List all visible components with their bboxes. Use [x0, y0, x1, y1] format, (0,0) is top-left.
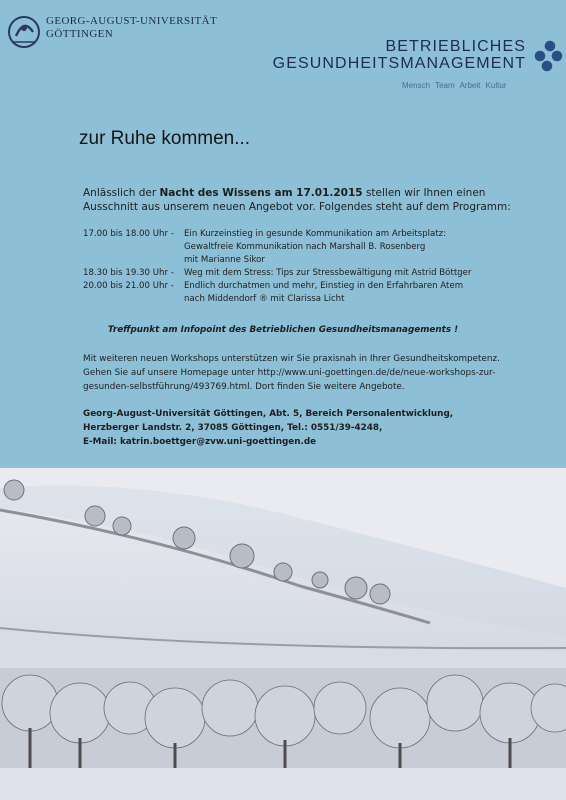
university-name [46, 15, 217, 41]
program-description [184, 267, 471, 280]
headline: zur Ruhe kommen... [79, 128, 251, 149]
program-time: 18.30 bis 19.30 Uhr - [83, 268, 174, 278]
contact-email: E-Mail: katrin.boettger@zvw.uni-goettingen.de [83, 437, 317, 447]
program-description [184, 280, 463, 306]
program-line: mit Marianne Sikor [184, 255, 265, 265]
bgm-title [273, 38, 526, 72]
program-time: 20.00 bis 21.00 Uhr - [83, 281, 174, 291]
contact-block [83, 407, 523, 449]
bgm-dots-logo-icon [533, 40, 563, 72]
program-line: Ein Kurzeinstieg in gesunde Kommunikation am Arbeitsplatz: [184, 229, 447, 239]
contact-line: Herzberger Landstr. 2, 37085 Göttingen, Tel.: 0551/39-4248, [83, 423, 383, 433]
program-item [83, 280, 523, 306]
intro-paragraph [83, 186, 523, 214]
program-time: 17.00 bis 18.00 Uhr - [83, 229, 174, 239]
university-name-line2: GÖTTINGEN [46, 28, 114, 40]
tag-arbeit: Arbeit [459, 81, 481, 90]
bgm-tagline [402, 81, 509, 90]
program-line: Weg mit dem Stress: Tips zur Stressbewältigung mit Astrid Böttger [184, 268, 472, 278]
program-description [184, 228, 446, 267]
university-seal-icon [6, 12, 42, 52]
program-line: nach Middendorf ® mit Clarissa Licht [184, 294, 345, 304]
winter-landscape-photo [0, 468, 566, 800]
contact-line: Georg-August-Universität Göttingen, Abt. 5, Bereich Personalentwicklung, [83, 409, 454, 419]
more-info-paragraph: Mit weiteren neuen Workshops unterstützen wir Sie praxisnah in Ihrer Gesundheitskompetenz. Gehen Sie auf unsere Homepage unter http://www.uni-goettingen.de/de/neue-workshops-zur-gesunden-selbstführung/493769.html. Dort finden Sie weitere Angebote. [83, 354, 500, 392]
intro-event: Nacht des Wissens am 17.01.2015 [159, 187, 363, 199]
intro-post: stellen wir Ihnen einen Ausschnitt aus unserem neuen Angebot vor. Folgendes steht auf dem Programm: [83, 187, 511, 213]
tag-mensch: Mensch [402, 81, 431, 90]
program-item [83, 267, 523, 280]
meeting-point-note: Treffpunkt am Infopoint des Betrieblichen Gesundheitsmanagements ! [107, 325, 459, 335]
intro-pre: Anlässlich der [83, 187, 160, 199]
program-list [83, 228, 523, 306]
program-line: Endlich durchatmen und mehr, Einstieg in den Erfahrbaren Atem [184, 281, 464, 291]
university-name-line1: GEORG-AUGUST-UNIVERSITÄT [46, 15, 218, 27]
program-line: Gewaltfreie Kommunikation nach Marshall B. Rosenberg [184, 242, 426, 252]
bgm-title-line2: GESUNDHEITSMANAGEMENT [272, 55, 526, 72]
tag-kultur: Kultur [485, 81, 507, 90]
tag-team: Team [435, 81, 455, 90]
program-item [83, 228, 523, 267]
bgm-title-line1: BETRIEBLICHES [385, 38, 526, 55]
